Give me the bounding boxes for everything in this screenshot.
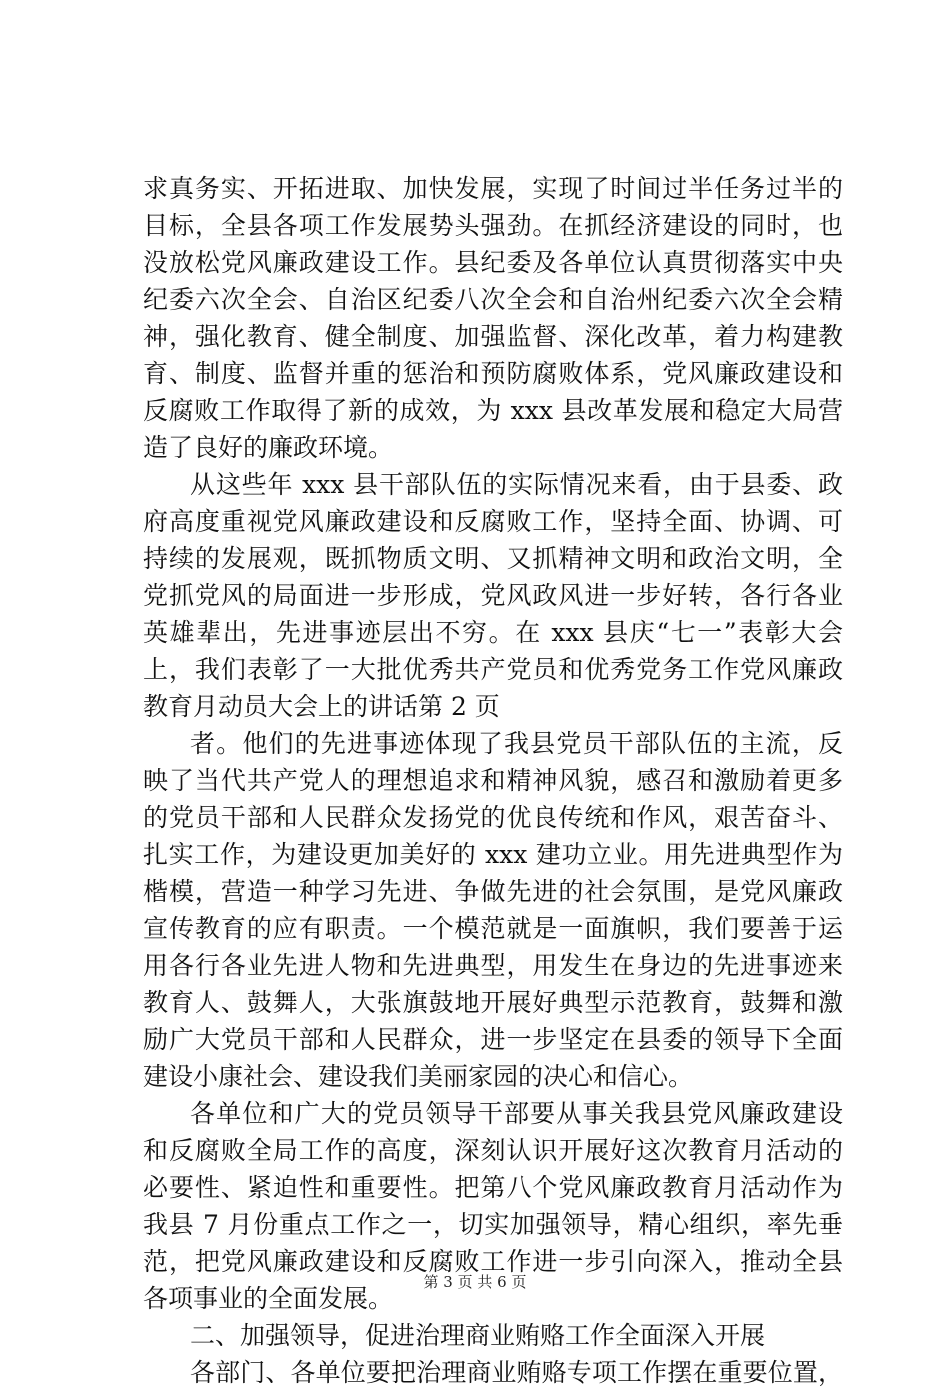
paragraph-line: 神，强化教育、健全制度、加强监督、深化改革，着力构建教 xyxy=(143,322,843,351)
paragraph-line: 上，我们表彰了一大批优秀共产党员和优秀党务工作党风廉政 xyxy=(143,655,843,684)
paragraph-line: 各单位和广大的党员领导干部要从事关我县党风廉政建设 xyxy=(190,1099,843,1128)
page-footer: 第 3 页 共 6 页 xyxy=(423,1273,527,1291)
paragraph-line: 我县 7 月份重点工作之一，切实加强领导，精心组织，率先垂 xyxy=(143,1210,843,1239)
paragraph-line: 英雄辈出，先进事迹层出不穷。在 xxx 县庆“七一”表彰大会 xyxy=(143,618,843,647)
paragraph-line: 求真务实、开拓进取、加快发展，实现了时间过半任务过半的 xyxy=(143,174,843,203)
paragraph-line: 党抓党风的局面进一步形成，党风政风进一步好转，各行各业 xyxy=(143,581,843,610)
paragraph-line: 育、制度、监督并重的惩治和预防腐败体系，党风廉政建设和 xyxy=(143,359,843,388)
paragraph-line: 各部门、各单位要把治理商业贿赂专项工作摆在重要位置， xyxy=(190,1358,843,1387)
paragraph-line: 从这些年 xxx 县干部队伍的实际情况来看，由于县委、政 xyxy=(190,470,843,499)
paragraph-line: 教育人、鼓舞人，大张旗鼓地开展好典型示范教育，鼓舞和激 xyxy=(143,988,843,1017)
paragraph-line: 建设小康社会、建设我们美丽家园的决心和信心。 xyxy=(143,1062,694,1091)
paragraph-line: 的党员干部和人民群众发扬党的优良传统和作风，艰苦奋斗、 xyxy=(143,803,843,832)
paragraph-line: 持续的发展观，既抓物质文明、又抓精神文明和政治文明，全 xyxy=(143,544,843,573)
paragraph-line: 者。他们的先进事迹体现了我县党员干部队伍的主流，反 xyxy=(190,729,843,758)
document-body xyxy=(143,170,843,1391)
paragraph-line: 没放松党风廉政建设工作。县纪委及各单位认真贯彻落实中央 xyxy=(143,248,843,277)
paragraph-line: 纪委六次全会、自治区纪委八次全会和自治州纪委六次全会精 xyxy=(143,285,843,314)
paragraph-line: 励广大党员干部和人民群众，进一步坚定在县委的领导下全面 xyxy=(143,1025,843,1054)
paragraph-line: 目标，全县各项工作发展势头强劲。在抓经济建设的同时，也 xyxy=(143,211,843,240)
paragraph-line: 映了当代共产党人的理想追求和精神风貌，感召和激励着更多 xyxy=(143,766,843,795)
paragraph-line: 扎实工作，为建设更加美好的 xxx 建功立业。用先进典型作为 xyxy=(143,840,843,869)
paragraph-line: 用各行各业先进人物和先进典型，用发生在身边的先进事迹来 xyxy=(143,951,843,980)
paragraph-line: 反腐败工作取得了新的成效，为 xxx 县改革发展和稳定大局营 xyxy=(143,396,843,425)
paragraph-line: 楷模，营造一种学习先进、争做先进的社会氛围，是党风廉政 xyxy=(143,877,843,906)
paragraph-line: 府高度重视党风廉政建设和反腐败工作，坚持全面、协调、可 xyxy=(143,507,843,536)
paragraph-line: 二、加强领导，促进治理商业贿赂工作全面深入开展 xyxy=(190,1321,766,1350)
paragraph-line: 教育月动员大会上的讲话第 2 页 xyxy=(143,692,500,721)
paragraph-line: 和反腐败全局工作的高度，深刻认识开展好这次教育月活动的 xyxy=(143,1136,843,1165)
paragraph-line: 各项事业的全面发展。 xyxy=(143,1284,394,1313)
paragraph-line: 必要性、紧迫性和重要性。把第八个党风廉政教育月活动作为 xyxy=(143,1173,843,1202)
paragraph-line: 造了良好的廉政环境。 xyxy=(143,433,394,462)
paragraph-line: 范，把党风廉政建设和反腐败工作进一步引向深入，推动全县 xyxy=(143,1247,843,1276)
paragraph-line: 宣传教育的应有职责。一个模范就是一面旗帜，我们要善于运 xyxy=(143,914,843,943)
